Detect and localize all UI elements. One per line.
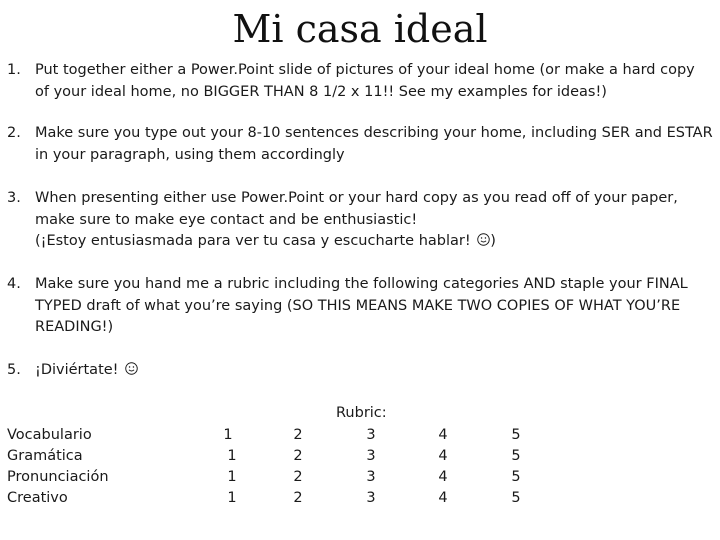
- instruction-item-1: [7, 60, 695, 103]
- rubric-category: Vocabulario: [7, 427, 92, 443]
- rubric-title: Rubric:: [336, 405, 387, 421]
- item-number: 1.: [7, 62, 21, 78]
- item-text-line: [35, 231, 678, 253]
- item-text-line: TYPED draft of what you’re saying (SO THIS MEANS MAKE TWO COPIES OF WHAT YOU’RE: [35, 297, 681, 314]
- rubric-score: 2: [293, 469, 303, 485]
- item-text-fragment: ¡Diviértate!: [35, 362, 119, 378]
- item-text: [35, 274, 688, 339]
- item-text-line: of your ideal home, no BIGGER THAN 8 1/2 x 11!! See my examples for ideas!): [35, 83, 607, 100]
- item-text-line: make sure to make eye contact and be enthusiastic!: [35, 211, 418, 228]
- smiley-face-icon: [477, 233, 490, 246]
- rubric-score: 2: [293, 490, 303, 506]
- rubric-score: 5: [511, 448, 521, 464]
- item-text: [35, 188, 678, 253]
- instruction-item-3: [7, 188, 678, 253]
- page-title: Mi casa ideal: [232, 7, 488, 51]
- rubric-section: [0, 400, 720, 520]
- item-number: 2.: [7, 125, 21, 141]
- item-text-fragment: ): [490, 233, 496, 249]
- rubric-score: 5: [511, 427, 521, 443]
- item-text-line: Put together either a Power.Point slide of pictures of your ideal home (or make a hard copy: [35, 62, 695, 78]
- rubric-category: Creativo: [7, 490, 68, 506]
- item-number: 5.: [7, 362, 21, 378]
- rubric-score: 2: [293, 448, 303, 464]
- rubric-score: 4: [438, 490, 448, 506]
- item-number: 3.: [7, 190, 21, 206]
- rubric-score: 4: [438, 469, 448, 485]
- instruction-item-4: [7, 274, 688, 339]
- item-text-line: READING!): [35, 319, 114, 335]
- rubric-score: 1: [227, 490, 237, 506]
- item-text: [35, 123, 713, 166]
- item-text-line: Make sure you type out your 8-10 sentences describing your home, including SER and ESTAR: [35, 125, 713, 141]
- instruction-item-5: [7, 360, 138, 382]
- item-text-line: in your paragraph, using them accordingly: [35, 146, 345, 163]
- rubric-score: 3: [366, 469, 376, 485]
- item-text: [35, 360, 138, 382]
- rubric-score: 4: [438, 448, 448, 464]
- rubric-category: Gramática: [7, 448, 83, 464]
- rubric-score: 2: [293, 427, 303, 443]
- rubric-score: 5: [511, 469, 521, 485]
- rubric-score: 5: [511, 490, 521, 506]
- item-text-line: Make sure you hand me a rubric including the following categories AND staple your FINAL: [35, 276, 688, 292]
- rubric-score: 3: [366, 427, 376, 443]
- instruction-item-2: [7, 123, 713, 166]
- rubric-category: Pronunciación: [7, 469, 109, 485]
- rubric-score: 3: [366, 448, 376, 464]
- rubric-score: 1: [223, 427, 233, 443]
- rubric-score: 4: [438, 427, 448, 443]
- rubric-score: 1: [227, 448, 237, 464]
- item-text-line: When presenting either use Power.Point or your hard copy as you read off of your paper,: [35, 190, 678, 206]
- item-number: 4.: [7, 276, 21, 292]
- item-text-line: [35, 360, 138, 382]
- item-text: [35, 60, 695, 103]
- rubric-score: 3: [366, 490, 376, 506]
- item-text-fragment: (¡Estoy entusiasmada para ver tu casa y escucharte hablar!: [35, 233, 471, 249]
- rubric-score: 1: [227, 469, 237, 485]
- smiley-face-icon: [125, 362, 138, 375]
